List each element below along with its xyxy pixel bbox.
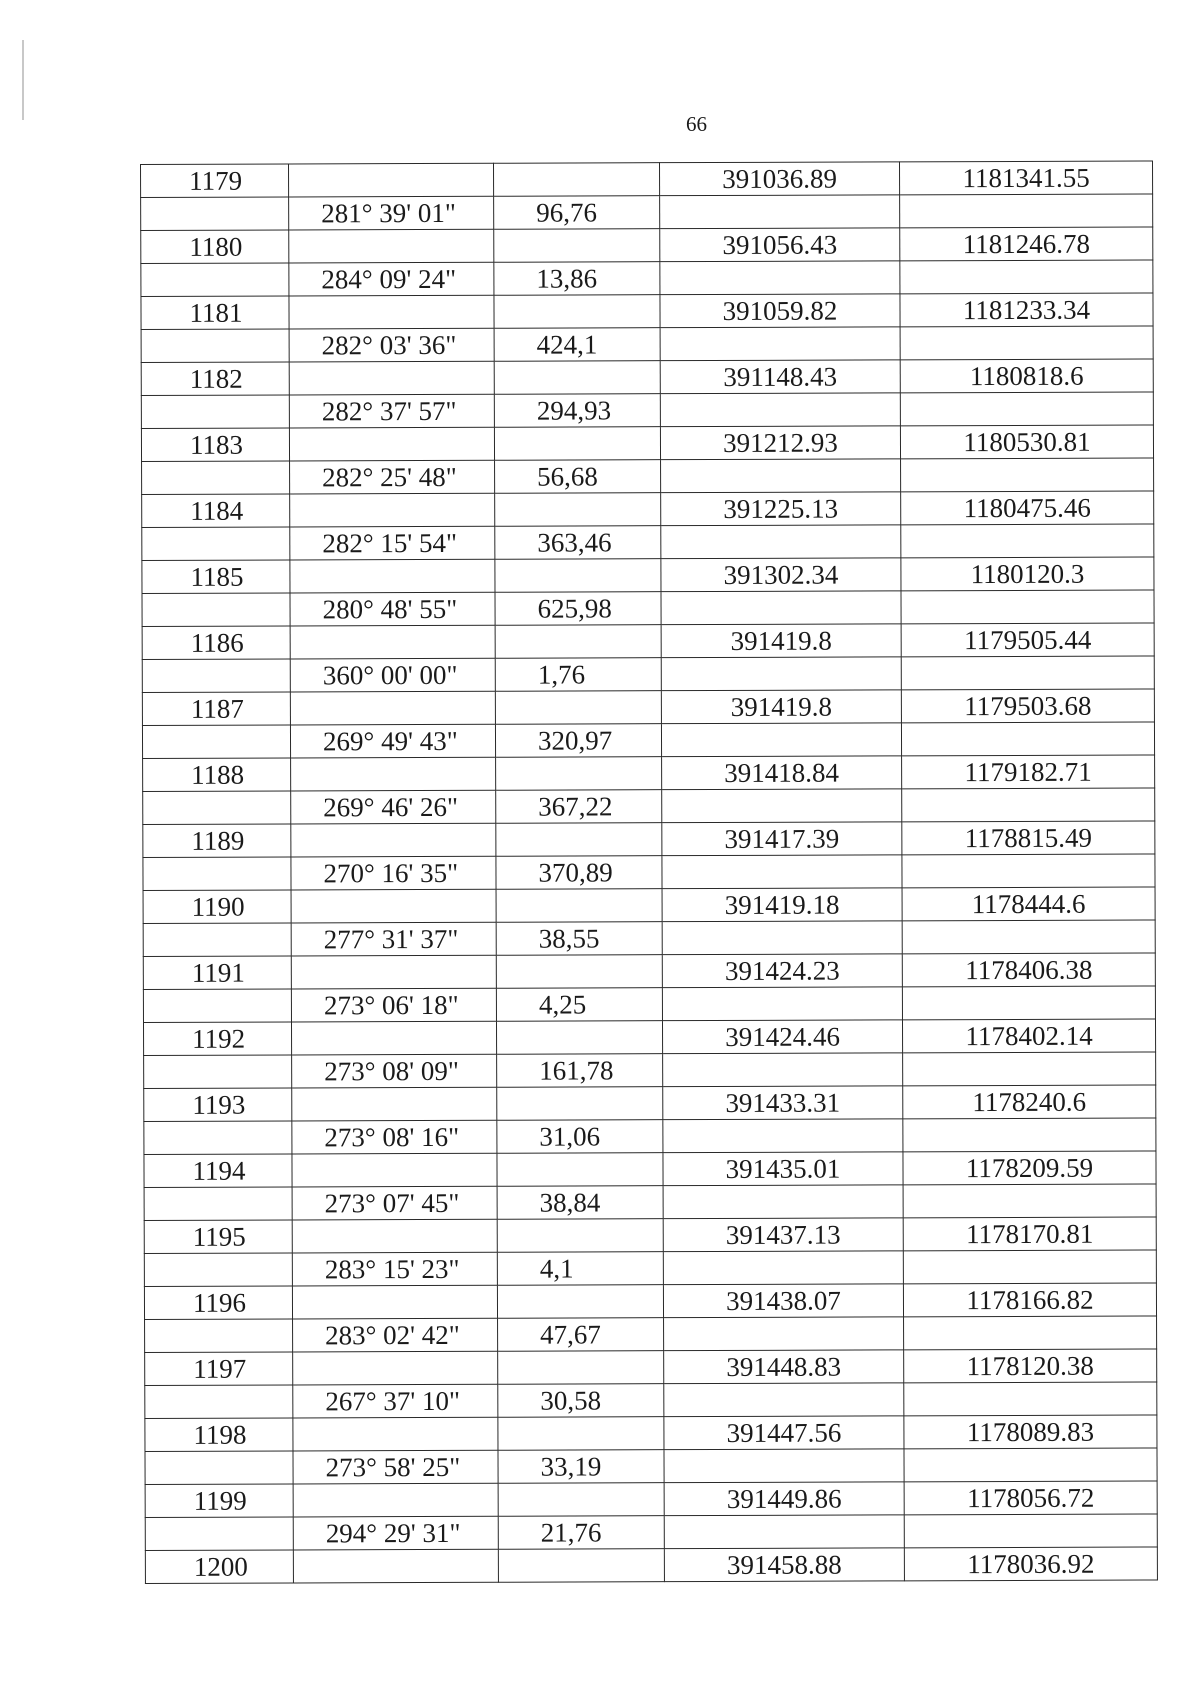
direction-angle-cell: 282° 25' 48" (290, 460, 495, 494)
distance-cell (497, 1219, 663, 1253)
x-coordinate-cell (660, 261, 900, 295)
distance-cell (495, 559, 661, 593)
x-coordinate-cell: 391036.89 (659, 162, 899, 196)
x-coordinate-cell: 391418.84 (662, 756, 902, 790)
point-number-cell: 1182 (141, 362, 289, 396)
table-row (144, 1118, 1156, 1155)
table-row (142, 458, 1154, 495)
table-row (144, 1052, 1156, 1089)
table-row (145, 1514, 1157, 1551)
direction-angle-cell (291, 1021, 496, 1055)
point-number-cell (144, 1121, 292, 1155)
direction-angle-cell: 281° 39' 01" (289, 196, 494, 230)
direction-angle-cell (292, 1153, 497, 1187)
distance-cell: 38,55 (496, 922, 662, 956)
y-coordinate-cell: 1179505.44 (901, 623, 1154, 657)
y-coordinate-cell (903, 1250, 1156, 1284)
y-coordinate-cell (904, 1514, 1157, 1548)
point-number-cell (143, 923, 291, 957)
x-coordinate-cell: 391424.23 (662, 954, 902, 988)
point-number-cell: 1190 (143, 890, 291, 924)
y-coordinate-cell: 1178170.81 (903, 1217, 1156, 1251)
table-row (143, 953, 1155, 990)
distance-cell (496, 889, 662, 923)
x-coordinate-cell: 391424.46 (662, 1020, 902, 1054)
direction-angle-cell: 273° 08' 16" (292, 1120, 497, 1154)
distance-cell (498, 1549, 664, 1583)
direction-angle-cell (293, 1549, 498, 1583)
distance-cell (497, 1087, 663, 1121)
table-row (141, 425, 1153, 462)
distance-cell (495, 493, 661, 527)
x-coordinate-cell (664, 1383, 904, 1417)
distance-cell (495, 691, 661, 725)
direction-angle-cell: 282° 37' 57" (289, 394, 494, 428)
direction-angle-cell: 277° 31' 37" (291, 922, 496, 956)
table-row (142, 491, 1154, 528)
y-coordinate-cell: 1178166.82 (903, 1283, 1156, 1317)
scan-edge-mark (22, 40, 24, 120)
table-row (141, 359, 1153, 396)
distance-cell: 367,22 (496, 790, 662, 824)
x-coordinate-cell: 391435.01 (663, 1152, 903, 1186)
distance-cell (494, 427, 660, 461)
table-row (142, 623, 1154, 660)
table-row (141, 326, 1153, 363)
x-coordinate-cell: 391438.07 (663, 1284, 903, 1318)
y-coordinate-cell: 1180475.46 (901, 491, 1154, 525)
table-row (144, 1250, 1156, 1287)
distance-cell (496, 823, 662, 857)
direction-angle-cell (289, 295, 494, 329)
point-number-cell: 1183 (141, 428, 289, 462)
distance-cell: 4,1 (497, 1252, 663, 1286)
point-number-cell (144, 1055, 292, 1089)
x-coordinate-cell: 391212.93 (660, 426, 900, 460)
point-number-cell: 1188 (143, 758, 291, 792)
table-row (141, 293, 1153, 330)
direction-angle-cell: 273° 07' 45" (292, 1186, 497, 1220)
y-coordinate-cell: 1181341.55 (899, 161, 1152, 195)
y-coordinate-cell (901, 524, 1154, 558)
x-coordinate-cell: 391419.8 (661, 624, 901, 658)
table-row (141, 260, 1153, 297)
direction-angle-cell (292, 1285, 497, 1319)
direction-angle-cell: 283° 15' 23" (292, 1252, 497, 1286)
x-coordinate-cell (661, 459, 901, 493)
distance-cell: 30,58 (498, 1384, 664, 1418)
x-coordinate-cell: 391419.18 (662, 888, 902, 922)
coordinates-table-body (141, 161, 1158, 1584)
direction-angle-cell: 283° 02' 42" (293, 1318, 498, 1352)
distance-cell (498, 1351, 664, 1385)
point-number-cell (142, 659, 290, 693)
point-number-cell: 1186 (142, 626, 290, 660)
point-number-cell: 1193 (144, 1088, 292, 1122)
x-coordinate-cell (662, 987, 902, 1021)
distance-cell: 1,76 (495, 658, 661, 692)
y-coordinate-cell: 1180120.3 (901, 557, 1154, 591)
point-number-cell: 1181 (141, 296, 289, 330)
direction-angle-cell (293, 1417, 498, 1451)
table-row (141, 161, 1153, 198)
x-coordinate-cell: 391056.43 (660, 228, 900, 262)
point-number-cell (143, 857, 291, 891)
distance-cell: 363,46 (495, 526, 661, 560)
direction-angle-cell: 282° 03' 36" (289, 328, 494, 362)
x-coordinate-cell: 391148.43 (660, 360, 900, 394)
x-coordinate-cell (661, 591, 901, 625)
point-number-cell (143, 791, 291, 825)
x-coordinate-cell (660, 195, 900, 229)
direction-angle-cell (290, 493, 495, 527)
point-number-cell (144, 1253, 292, 1287)
table-row (145, 1448, 1157, 1485)
y-coordinate-cell (904, 1316, 1157, 1350)
y-coordinate-cell: 1178089.83 (904, 1415, 1157, 1449)
y-coordinate-cell (902, 920, 1155, 954)
direction-angle-cell (290, 625, 495, 659)
distance-cell: 161,78 (497, 1054, 663, 1088)
y-coordinate-cell (904, 1382, 1157, 1416)
x-coordinate-cell (660, 393, 900, 427)
table-row (144, 1283, 1156, 1320)
distance-cell: 625,98 (495, 592, 661, 626)
distance-cell (496, 955, 662, 989)
table-row (144, 1217, 1156, 1254)
table-row (141, 227, 1153, 264)
y-coordinate-cell: 1181246.78 (900, 227, 1153, 261)
direction-angle-cell (289, 361, 494, 395)
x-coordinate-cell: 391437.13 (663, 1218, 903, 1252)
point-number-cell: 1180 (141, 230, 289, 264)
point-number-cell: 1199 (145, 1484, 293, 1518)
table-row (143, 821, 1155, 858)
direction-angle-cell: 282° 15' 54" (290, 526, 495, 560)
x-coordinate-cell: 391302.34 (661, 558, 901, 592)
point-number-cell (145, 1517, 293, 1551)
distance-cell (494, 229, 660, 263)
y-coordinate-cell (901, 656, 1154, 690)
table-row (143, 887, 1155, 924)
direction-angle-cell (289, 427, 494, 461)
y-coordinate-cell: 1178444.6 (902, 887, 1155, 921)
y-coordinate-cell: 1178036.92 (904, 1547, 1157, 1581)
table-row (141, 392, 1153, 429)
x-coordinate-cell: 391417.39 (662, 822, 902, 856)
x-coordinate-cell (663, 1119, 903, 1153)
x-coordinate-cell: 391458.88 (664, 1548, 904, 1582)
direction-angle-cell (289, 163, 494, 197)
y-coordinate-cell (900, 194, 1153, 228)
x-coordinate-cell (662, 921, 902, 955)
point-number-cell (142, 527, 290, 561)
table-row (142, 590, 1154, 627)
distance-cell: 320,97 (495, 724, 661, 758)
table-row (145, 1382, 1157, 1419)
distance-cell: 38,84 (497, 1186, 663, 1220)
distance-cell (497, 1153, 663, 1187)
distance-cell: 4,25 (496, 988, 662, 1022)
y-coordinate-cell: 1180530.81 (900, 425, 1153, 459)
y-coordinate-cell: 1178120.38 (904, 1349, 1157, 1383)
x-coordinate-cell: 391447.56 (664, 1416, 904, 1450)
table-row (142, 524, 1154, 561)
point-number-cell: 1198 (145, 1418, 293, 1452)
direction-angle-cell (292, 1219, 497, 1253)
x-coordinate-cell (663, 1251, 903, 1285)
table-row (143, 854, 1155, 891)
distance-cell: 294,93 (494, 394, 660, 428)
distance-cell (495, 625, 661, 659)
y-coordinate-cell: 1178406.38 (902, 953, 1155, 987)
table-row (141, 194, 1153, 231)
direction-angle-cell (290, 559, 495, 593)
point-number-cell: 1187 (142, 692, 290, 726)
x-coordinate-cell: 391225.13 (661, 492, 901, 526)
direction-angle-cell: 269° 49' 43" (290, 724, 495, 758)
table-row (142, 557, 1154, 594)
point-number-cell (145, 1451, 293, 1485)
direction-angle-cell: 273° 06' 18" (291, 988, 496, 1022)
distance-cell: 96,76 (494, 196, 660, 230)
point-number-cell: 1179 (141, 164, 289, 198)
direction-angle-cell: 273° 08' 09" (292, 1054, 497, 1088)
distance-cell: 31,06 (497, 1120, 663, 1154)
point-number-cell (141, 395, 289, 429)
y-coordinate-cell: 1178056.72 (904, 1481, 1157, 1515)
distance-cell: 424,1 (494, 328, 660, 362)
direction-angle-cell (289, 229, 494, 263)
table-row (142, 656, 1154, 693)
direction-angle-cell (292, 1087, 497, 1121)
y-coordinate-cell (904, 1448, 1157, 1482)
point-number-cell (142, 593, 290, 627)
point-number-cell: 1197 (145, 1352, 293, 1386)
x-coordinate-cell: 391433.31 (663, 1086, 903, 1120)
direction-angle-cell: 273° 58' 25" (293, 1450, 498, 1484)
y-coordinate-cell (902, 854, 1155, 888)
direction-angle-cell (291, 757, 496, 791)
point-number-cell (142, 725, 290, 759)
point-number-cell (143, 989, 291, 1023)
table-row (145, 1349, 1157, 1386)
distance-cell (496, 757, 662, 791)
direction-angle-cell: 284° 09' 24" (289, 262, 494, 296)
page-number: 66 (686, 112, 707, 136)
point-number-cell: 1195 (144, 1220, 292, 1254)
y-coordinate-cell: 1178240.6 (903, 1085, 1156, 1119)
x-coordinate-cell (663, 1053, 903, 1087)
direction-angle-cell: 360° 00' 00" (290, 658, 495, 692)
distance-cell: 47,67 (498, 1318, 664, 1352)
table-row (145, 1415, 1157, 1452)
coordinates-table (140, 160, 1158, 1584)
direction-angle-cell (293, 1351, 498, 1385)
point-number-cell: 1192 (143, 1022, 291, 1056)
y-coordinate-cell: 1179182.71 (902, 755, 1155, 789)
x-coordinate-cell (663, 1185, 903, 1219)
y-coordinate-cell (900, 326, 1153, 360)
table-row (143, 788, 1155, 825)
point-number-cell (144, 1187, 292, 1221)
table-row (145, 1481, 1157, 1518)
y-coordinate-cell (900, 260, 1153, 294)
table-row (144, 1184, 1156, 1221)
table-row (143, 1019, 1155, 1056)
x-coordinate-cell (662, 789, 902, 823)
y-coordinate-cell: 1178402.14 (902, 1019, 1155, 1053)
x-coordinate-cell (661, 723, 901, 757)
direction-angle-cell: 267° 37' 10" (293, 1384, 498, 1418)
direction-angle-cell: 280° 48' 55" (290, 592, 495, 626)
x-coordinate-cell (661, 525, 901, 559)
y-coordinate-cell (902, 788, 1155, 822)
distance-cell: 21,76 (498, 1516, 664, 1550)
x-coordinate-cell (664, 1449, 904, 1483)
direction-angle-cell: 270° 16' 35" (291, 856, 496, 890)
table-row (144, 1151, 1156, 1188)
distance-cell: 56,68 (495, 460, 661, 494)
x-coordinate-cell: 391449.86 (664, 1482, 904, 1516)
y-coordinate-cell: 1181233.34 (900, 293, 1153, 327)
distance-cell (498, 1417, 664, 1451)
y-coordinate-cell (901, 458, 1154, 492)
x-coordinate-cell: 391419.8 (661, 690, 901, 724)
y-coordinate-cell (900, 392, 1153, 426)
direction-angle-cell (290, 691, 495, 725)
direction-angle-cell (291, 889, 496, 923)
direction-angle-cell: 294° 29' 31" (293, 1516, 498, 1550)
x-coordinate-cell (661, 657, 901, 691)
distance-cell: 33,19 (498, 1450, 664, 1484)
distance-cell (494, 361, 660, 395)
point-number-cell: 1191 (143, 956, 291, 990)
x-coordinate-cell (660, 327, 900, 361)
y-coordinate-cell (901, 590, 1154, 624)
direction-angle-cell: 269° 46' 26" (291, 790, 496, 824)
point-number-cell: 1185 (142, 560, 290, 594)
x-coordinate-cell: 391059.82 (660, 294, 900, 328)
table-row (142, 722, 1154, 759)
x-coordinate-cell (664, 1515, 904, 1549)
point-number-cell (141, 329, 289, 363)
y-coordinate-cell (903, 1118, 1156, 1152)
distance-cell (494, 295, 660, 329)
y-coordinate-cell (902, 986, 1155, 1020)
direction-angle-cell (293, 1483, 498, 1517)
y-coordinate-cell: 1179503.68 (901, 689, 1154, 723)
x-coordinate-cell (664, 1317, 904, 1351)
x-coordinate-cell (662, 855, 902, 889)
distance-cell: 13,86 (494, 262, 660, 296)
point-number-cell (145, 1319, 293, 1353)
y-coordinate-cell: 1180818.6 (900, 359, 1153, 393)
y-coordinate-cell (903, 1184, 1156, 1218)
point-number-cell (145, 1385, 293, 1419)
table-row (143, 920, 1155, 957)
table-row (143, 755, 1155, 792)
point-number-cell (142, 461, 290, 495)
direction-angle-cell (291, 823, 496, 857)
table-row (145, 1547, 1157, 1584)
y-coordinate-cell (901, 722, 1154, 756)
distance-cell (496, 1021, 662, 1055)
table-row (144, 1085, 1156, 1122)
y-coordinate-cell: 1178209.59 (903, 1151, 1156, 1185)
point-number-cell: 1189 (143, 824, 291, 858)
point-number-cell (141, 197, 289, 231)
distance-cell (493, 163, 659, 197)
point-number-cell: 1196 (144, 1286, 292, 1320)
x-coordinate-cell: 391448.83 (664, 1350, 904, 1384)
y-coordinate-cell (903, 1052, 1156, 1086)
y-coordinate-cell: 1178815.49 (902, 821, 1155, 855)
table-row (143, 986, 1155, 1023)
point-number-cell: 1200 (145, 1550, 293, 1584)
point-number-cell: 1194 (144, 1154, 292, 1188)
direction-angle-cell (291, 955, 496, 989)
distance-cell: 370,89 (496, 856, 662, 890)
point-number-cell (141, 263, 289, 297)
table-row (142, 689, 1154, 726)
point-number-cell: 1184 (142, 494, 290, 528)
distance-cell (498, 1483, 664, 1517)
table-row (145, 1316, 1157, 1353)
distance-cell (497, 1285, 663, 1319)
